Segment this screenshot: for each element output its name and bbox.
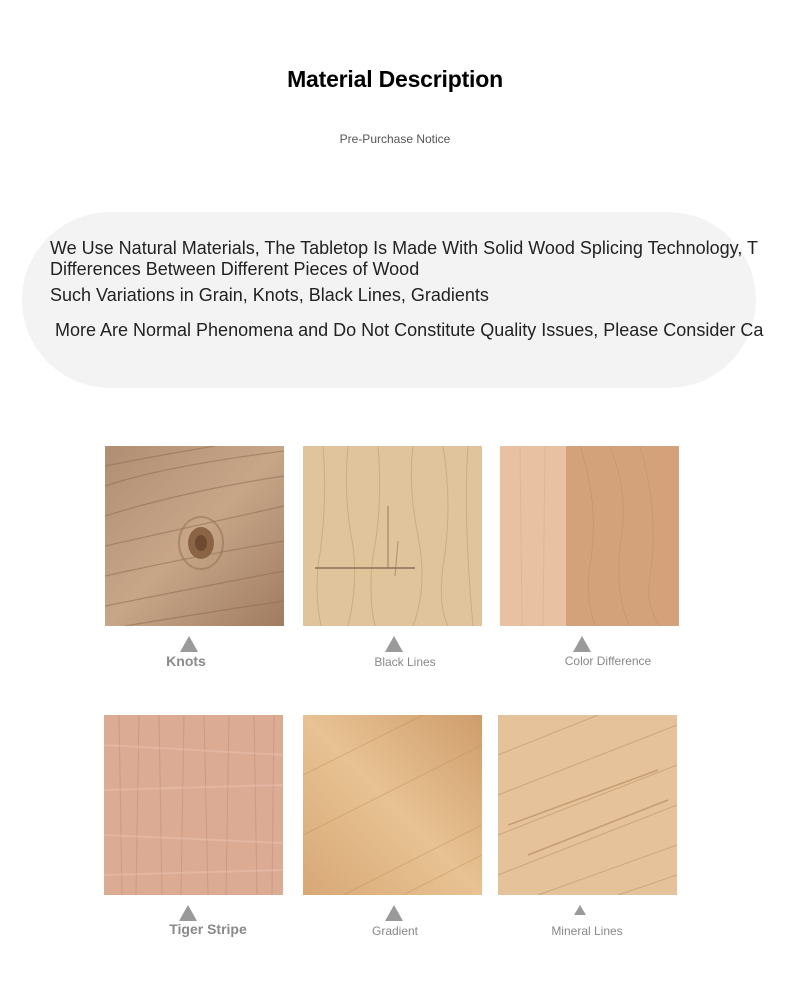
mineral-lines-wood-image xyxy=(498,715,677,895)
pointer-triangle-icon xyxy=(574,905,586,915)
black-lines-caption: Black Lines xyxy=(374,655,436,669)
pointer-triangle-icon xyxy=(385,636,403,652)
mineral-lines-caption: Mineral Lines xyxy=(551,924,623,938)
gradient-wood-image xyxy=(303,715,482,895)
page-subtitle: Pre-Purchase Notice xyxy=(339,132,451,146)
tiger-stripe-wood-image xyxy=(104,715,283,895)
knots-caption: Knots xyxy=(166,653,206,669)
black-lines-wood-image xyxy=(303,446,482,626)
color-difference-caption: Color Difference xyxy=(564,654,652,668)
pointer-triangle-icon xyxy=(179,905,197,921)
notice-line-1: We Use Natural Materials, The Tabletop Is Made With Solid Wood Splicing Technology, T xyxy=(50,238,759,258)
pointer-triangle-icon xyxy=(385,905,403,921)
notice-line-3: Such Variations in Grain, Knots, Black Lines, Gradients xyxy=(50,285,489,305)
gradient-caption: Gradient xyxy=(371,924,419,938)
notice-line-4: More Are Normal Phenomena and Do Not Constitute Quality Issues, Please Consider Ca xyxy=(55,320,764,340)
notice-line-2: Differences Between Different Pieces of Wood xyxy=(50,259,420,279)
color-difference-wood-image xyxy=(500,446,679,626)
pointer-triangle-icon xyxy=(180,636,198,652)
pointer-triangle-icon xyxy=(573,636,591,652)
knots-wood-image xyxy=(105,446,284,626)
page-title: Material Description xyxy=(287,66,503,92)
tiger-stripe-caption: Tiger Stripe xyxy=(169,921,247,937)
